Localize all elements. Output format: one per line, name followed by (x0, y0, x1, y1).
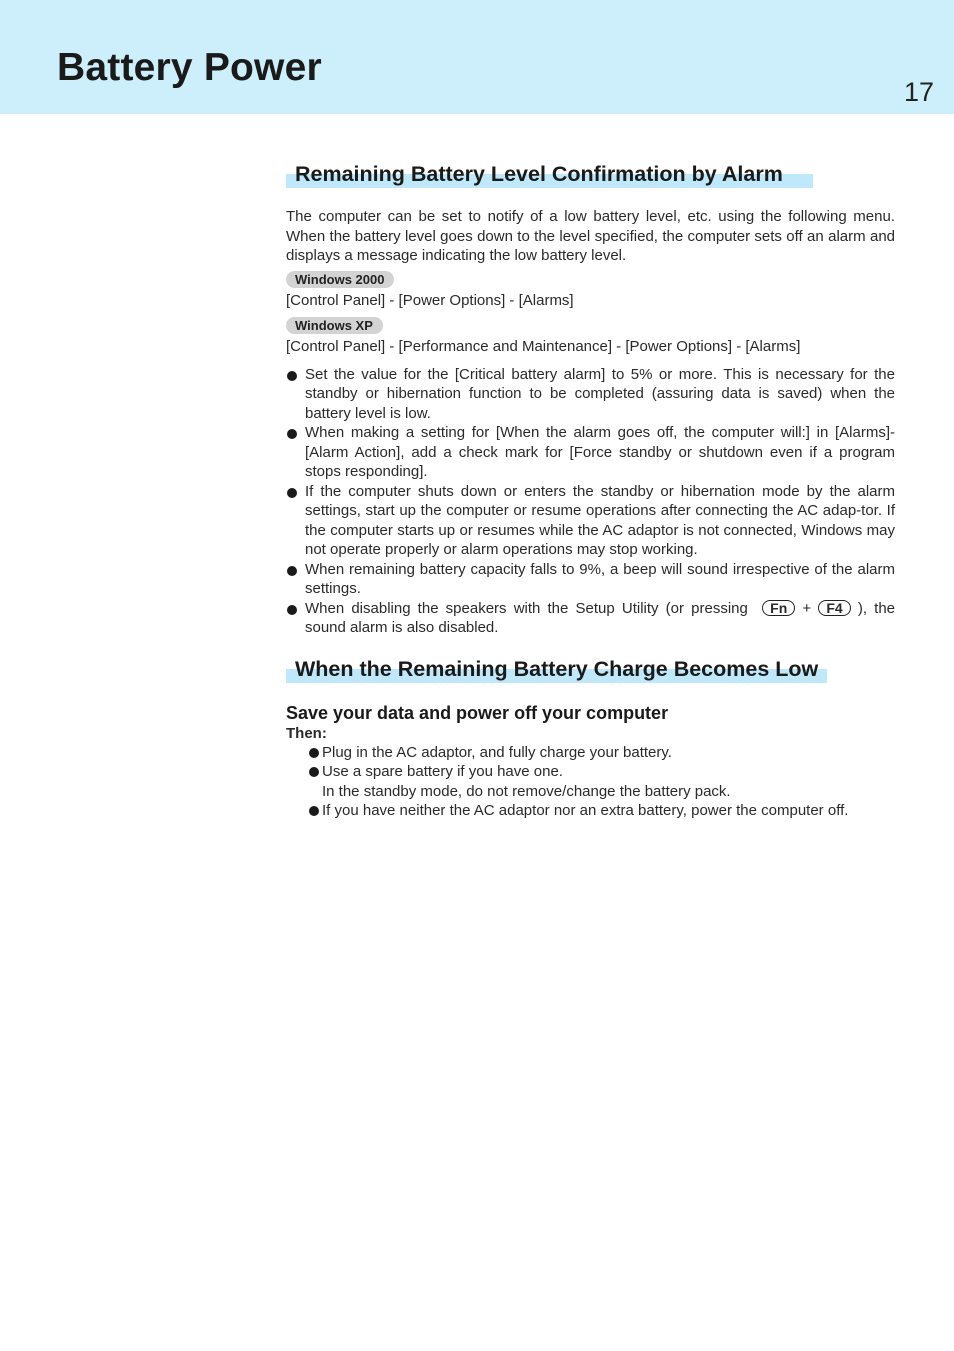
list-item-text: If the computer shuts down or enters the standby or hibernation mode by the alarm settings, start up the computer or resume operations after connecting the AC adap-tor. If the computer starts up or resumes while the AC adaptor is not connected, Windows may not operate properly or alarm operations may stop working. (305, 482, 895, 558)
list-item-text: Set the value for the [Critical battery alarm] to 5% or more. This is necessary for the standby or hibernation function to be completed (assuring data is saved) when the battery level is low. (305, 365, 895, 422)
os-badge-label: Windows 2000 (286, 271, 394, 288)
plus-sign: + (802, 599, 812, 617)
then-label: Then: (286, 725, 327, 742)
os-badge-label: Windows XP (286, 317, 383, 334)
list-item (286, 599, 895, 638)
list-item-note: In the standby mode, do not remove/change the battery pack. (322, 782, 731, 800)
menu-path-windows-2000: [Control Panel] - [Power Options] - [Alarms] (286, 292, 574, 309)
list-item-text: ), the sound alarm is also disabled. (305, 599, 896, 636)
section-heading-alarm (286, 160, 813, 188)
sub-heading: Save your data and power off your computer (286, 703, 669, 723)
bullet-icon (309, 767, 319, 777)
bullet-icon (287, 488, 297, 498)
section-heading-low-charge (286, 655, 827, 683)
list-item (308, 801, 895, 820)
actions-list (286, 743, 895, 820)
list-item (308, 743, 895, 762)
f4-key-icon: F4 (818, 600, 850, 616)
bullet-icon (287, 605, 297, 615)
bullet-icon (287, 566, 297, 576)
list-item (286, 560, 895, 599)
list-item (286, 365, 895, 424)
page-number: 17 (904, 77, 935, 107)
bullet-icon (309, 806, 319, 816)
list-item (286, 482, 895, 560)
notes-list (286, 365, 895, 638)
section-alarm-body (286, 207, 895, 638)
intro-paragraph: The computer can be set to notify of a low battery level, etc. using the following menu. When the battery level goes down to the level specified, the computer sets off an alarm and displays a message indicating the low battery level. (286, 208, 895, 264)
list-item (286, 423, 895, 482)
fn-key-icon: Fn (762, 600, 795, 616)
list-item-text: Use a spare battery if you have one. (322, 763, 563, 781)
bullet-icon (309, 748, 319, 758)
list-item-text: If you have neither the AC adaptor nor an extra battery, power the computer off. (322, 801, 849, 819)
list-item-text: Plug in the AC adaptor, and fully charge your battery. (322, 744, 672, 761)
os-badge-windows-xp (286, 314, 895, 336)
list-item (308, 762, 895, 801)
os-badge-windows-2000 (286, 268, 895, 290)
section-heading-low-charge-text: When the Remaining Battery Charge Becomes Low (295, 657, 819, 681)
menu-path-windows-xp: [Control Panel] - [Performance and Maintenance] - [Power Options] - [Alarms] (286, 338, 801, 355)
bullet-icon (287, 371, 297, 381)
bullet-icon (287, 429, 297, 439)
section-heading-alarm-text: Remaining Battery Level Confirmation by Alarm (295, 162, 783, 186)
list-item-text: When disabling the speakers with the Setup Utility (or pressing (305, 599, 748, 617)
list-item-text: When making a setting for [When the alarm goes off, the computer will:] in [Alarms]-[Alarm Action], add a check mark for [Force standby or shutdown even if a program stops responding]. (305, 424, 895, 480)
section-low-charge-body (286, 702, 895, 820)
page-title: Battery Power (57, 46, 322, 89)
list-item-text: When remaining battery capacity falls to 9%, a beep will sound irrespective of the alarm settings. (305, 560, 895, 597)
